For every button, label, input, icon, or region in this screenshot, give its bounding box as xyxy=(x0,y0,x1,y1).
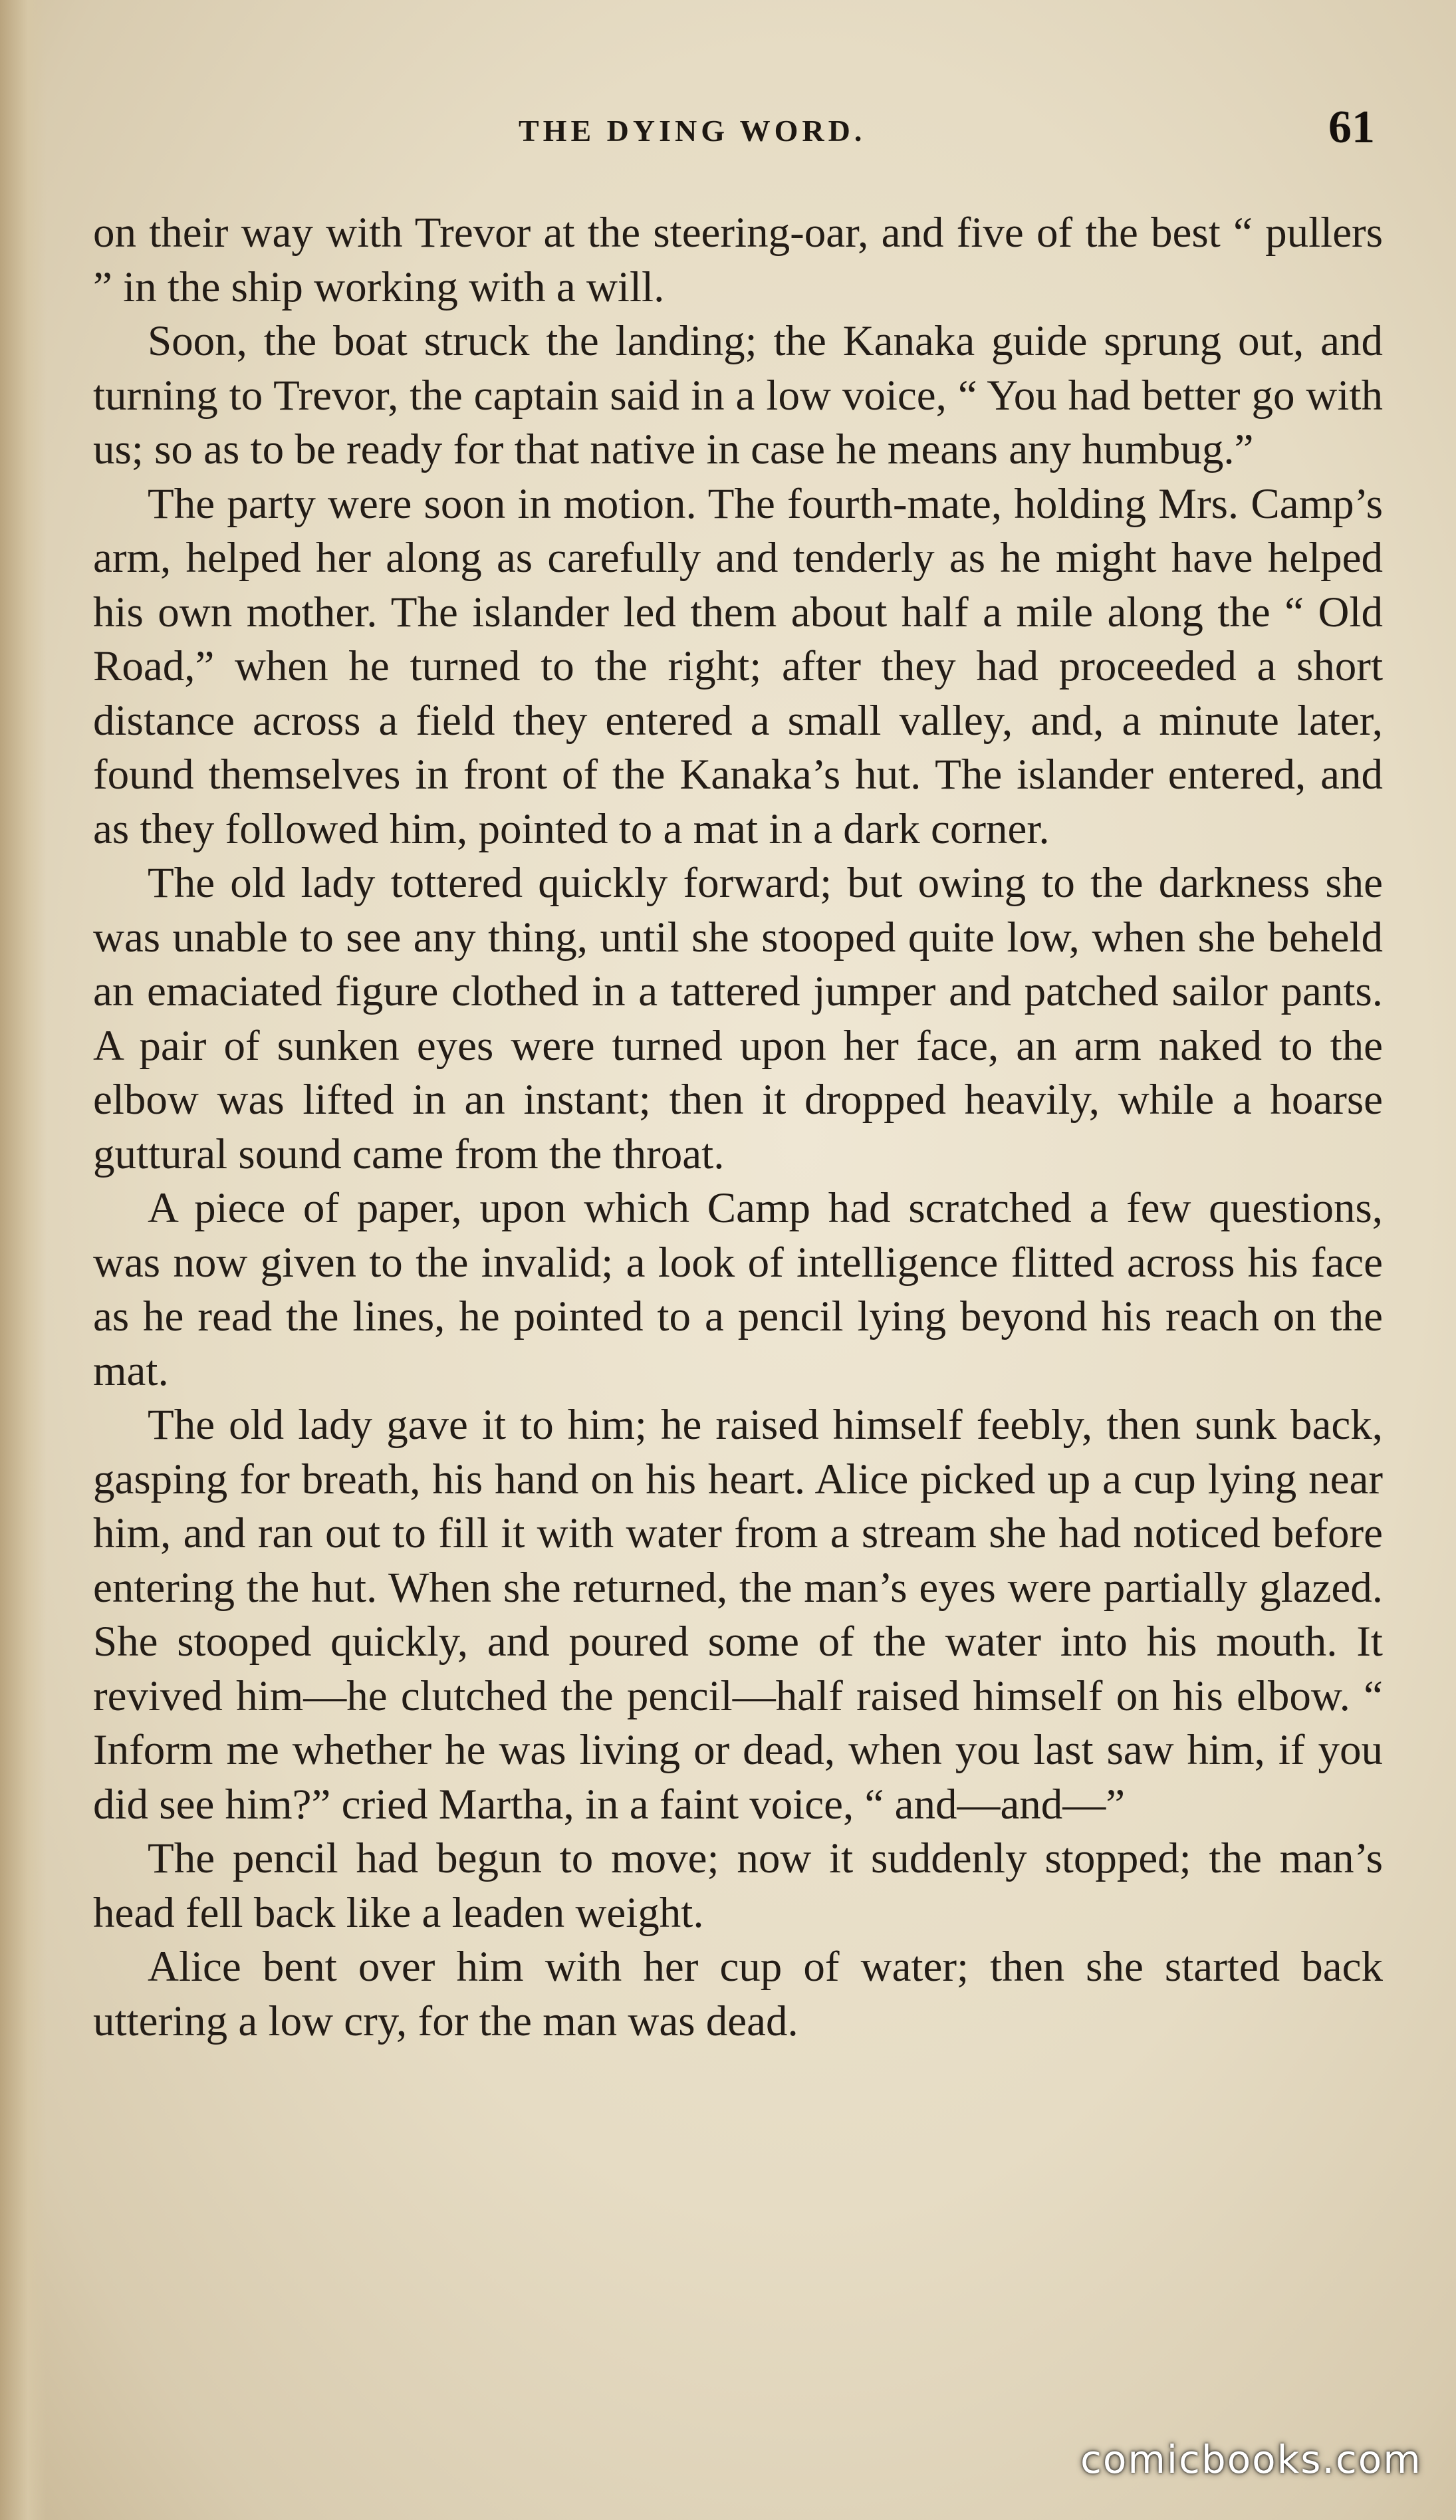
paragraph: The old lady tottered quickly forward; but owing to the darkness she was unable to see any thing, until she stooped quite low, when she beheld an emaciated figure clothed in a tattered jumper and patched sailor pants. A pair of sunken eyes were turned upon her face, an arm naked to the elbow was lifted in an instant; then it dropped heavily, while a hoarse guttural sound came from the throat. xyxy=(93,859,1383,1178)
chapter-running-title: THE DYING WORD. xyxy=(519,114,866,148)
page-edge-shadow xyxy=(0,0,47,2520)
running-head xyxy=(0,102,1456,160)
page-number: 61 xyxy=(1328,102,1375,153)
paragraph: Soon, the boat struck the landing; the Kanaka guide sprung out, and turning to Trevor, the captain said in a low voice, “ You had better go with us; so as to be ready for that native in case he means any humbug.” xyxy=(93,317,1383,473)
paragraph: The pencil had begun to move; now it suddenly stopped; the man’s head fell back like a leaden weight. xyxy=(93,1834,1383,1937)
site-watermark: comicbooks.com xyxy=(1080,2437,1422,2482)
paragraph: The old lady gave it to him; he raised himself feebly, then sunk back, gasping for breath, his hand on his heart. Alice picked up a cup lying near him, and ran out to fill it with water from a stream she had noticed before entering the hut. When she returned, the man’s eyes were partially glazed. She stooped quickly, and poured some of the water into his mouth. It revived him—he clutched the pencil—half raised himself on his elbow. “ Inform me whether he was living or dead, when you last saw him, if you did see him?” cried Martha, in a faint voice, “ and—and—” xyxy=(93,1401,1383,1828)
body-text xyxy=(93,206,1383,2049)
paragraph: Alice bent over him with her cup of water; then she started back uttering a low cry, for the man was dead. xyxy=(93,1943,1383,2045)
paragraph-continuation: on their way with Trevor at the steering-oar, and five of the best “ pullers ” in the ship working with a will. xyxy=(93,209,1383,311)
paragraph: A piece of paper, upon which Camp had scratched a few questions, was now given to the invalid; a look of intelligence flitted across his face as he read the lines, he pointed to a pencil lying beyond his reach on the mat. xyxy=(93,1184,1383,1395)
paragraph: The party were soon in motion. The fourth-mate, holding Mrs. Camp’s arm, helped her along as carefully and tenderly as he might have helped his own mother. The islander led them about half a mile along the “ Old Road,” when he turned to the right; after they had proceeded a short distance across a field they entered a small valley, and, a minute later, found themselves in front of the Kanaka’s hut. The islander entered, and as they followed him, pointed to a mat in a dark corner. xyxy=(93,479,1383,853)
